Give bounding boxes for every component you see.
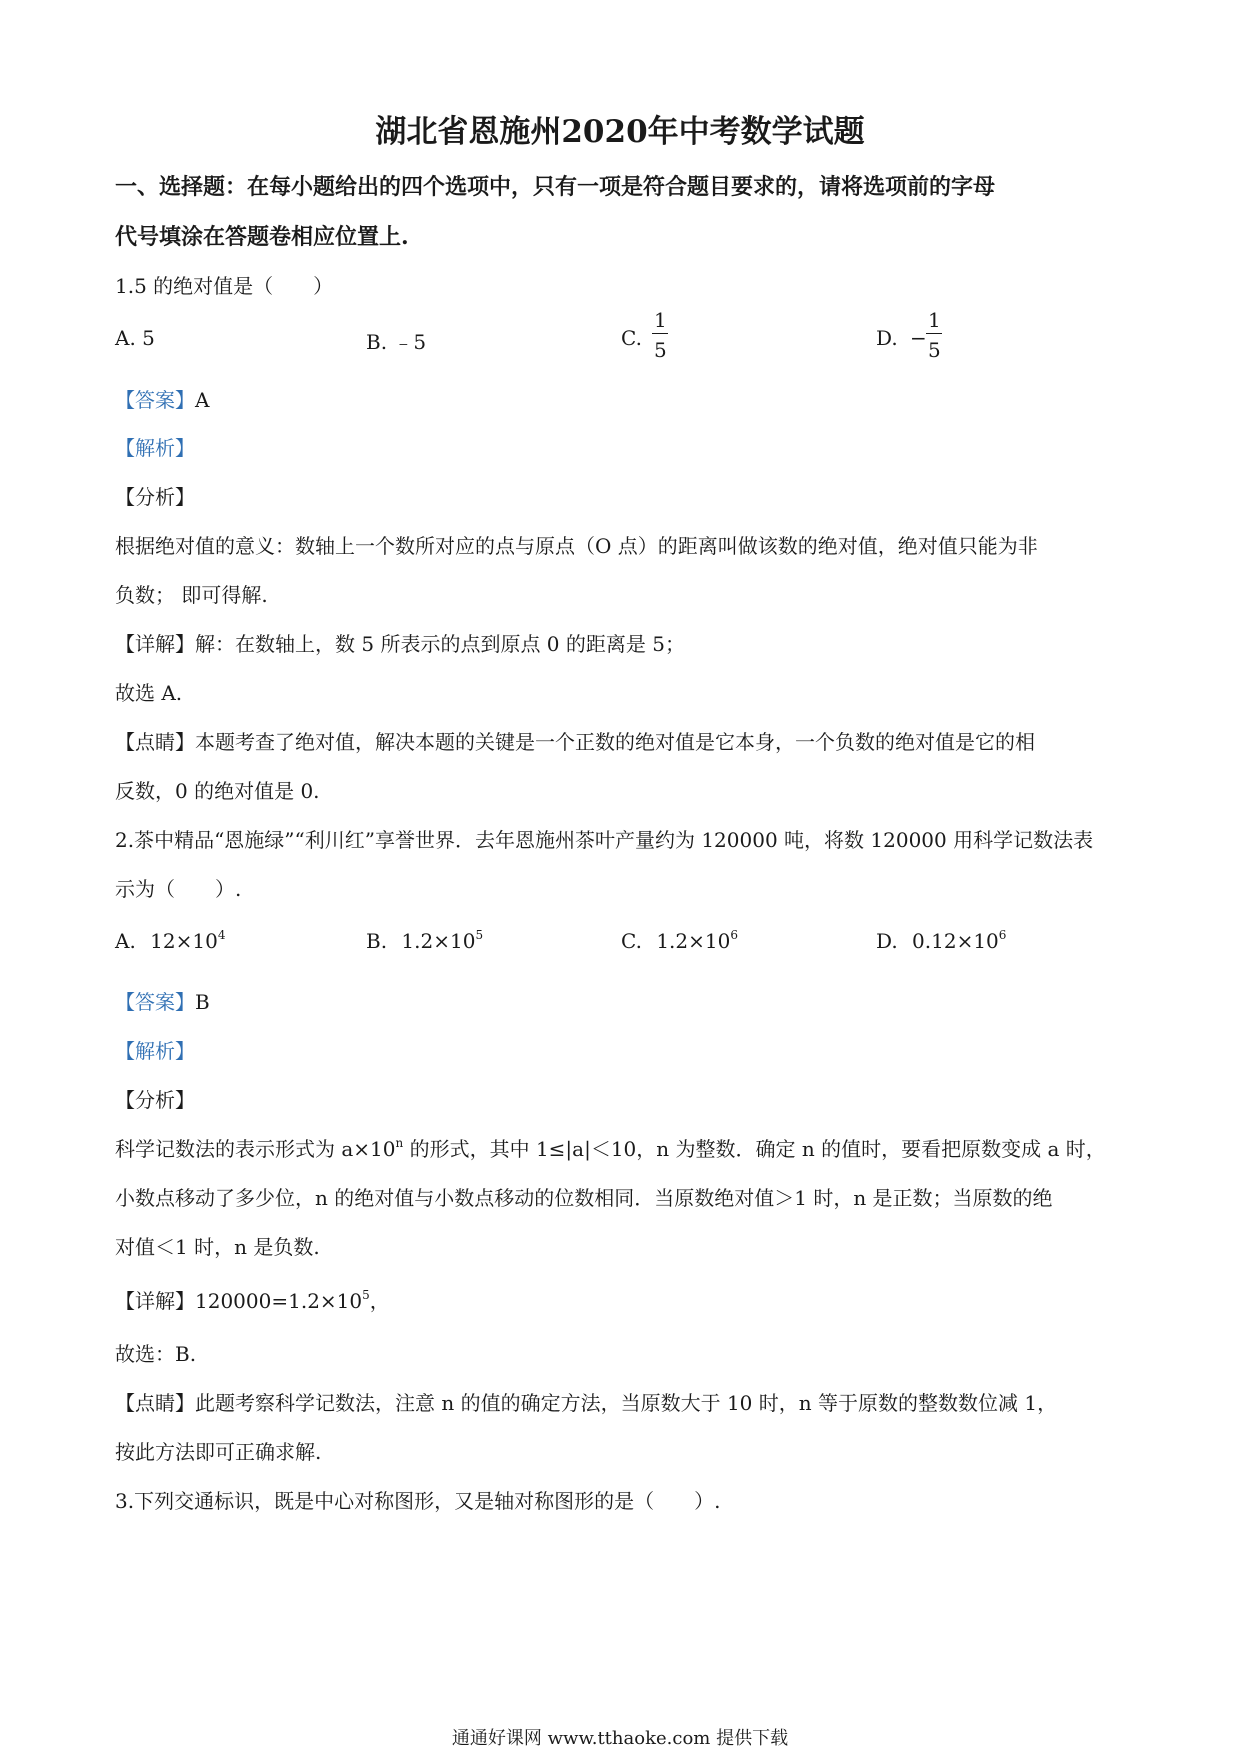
option-label: D. — [876, 929, 898, 953]
option-label: B. — [366, 929, 388, 953]
q2-stem-line1: 2.茶中精品“恩施绿”“利川红”享誉世界．去年恩施州茶叶产量约为 120000 吨，将数 120000 用科学记数法表 — [115, 828, 1094, 852]
q1-dianjing-line2: 反数，0 的绝对值是 0. — [115, 779, 320, 803]
q2-option-b — [366, 928, 483, 953]
q2-dianjing-line1: 【点睛】此题考察科学记数法，注意 n 的值的确定方法，当原数大于 10 时，n 等于原数的整数数位减 1， — [115, 1391, 1058, 1415]
q1-option-d-sign: − — [910, 326, 927, 350]
q1-choice: 故选 A. — [115, 681, 183, 705]
option-expression: 12×10 — [150, 929, 218, 953]
fraction-numerator: 1 — [928, 308, 941, 332]
q2-fenxi-line1 — [115, 1133, 1106, 1162]
q2-answer-line — [115, 986, 210, 1015]
option-exponent: 4 — [217, 928, 226, 942]
q1-xiangjie: 【详解】解：在数轴上，数 5 所表示的点到原点 0 的距离是 5； — [115, 632, 685, 656]
q1-option-b: B. ﹣5 — [366, 330, 427, 354]
option-label: A. — [115, 929, 136, 953]
q2-answer: B — [195, 990, 210, 1014]
q1-option-d-label: D. — [876, 326, 898, 350]
option-expression: 0.12×10 — [912, 929, 999, 953]
page-title: 湖北省恩施州2020年中考数学试题 — [375, 114, 865, 150]
fraction-numerator: 1 — [654, 308, 667, 332]
page-footer: 通通好课网 www.tthaoke.com 提供下载 — [451, 1728, 789, 1749]
fraction-denominator: 5 — [928, 338, 941, 362]
q1-analysis-tag: 【解析】 — [115, 436, 195, 460]
q1-stem: 1.5 的绝对值是（ ） — [115, 274, 334, 298]
xiangjie-punct: ， — [369, 1289, 390, 1313]
option-exponent: 5 — [475, 928, 484, 942]
q2-fenxi-line3: 对值＜1 时，n 是负数. — [115, 1235, 320, 1259]
xiangjie-exponent: 5 — [362, 1288, 370, 1302]
q2-option-d — [876, 928, 1006, 953]
q2-option-a — [115, 928, 225, 953]
q2-stem-line2: 示为（ ）. — [115, 877, 242, 901]
q2-fenxi-tag: 【分析】 — [115, 1088, 195, 1112]
q2-fenxi-line2: 小数点移动了多少位，n 的绝对值与小数点移动的位数相同．当原数绝对值＞1 时，n 是正数；当原数的绝 — [115, 1186, 1053, 1210]
xiangjie-expression: 1.2×10 — [288, 1289, 363, 1313]
q1-option-c-label: C. — [621, 326, 642, 350]
option-expression: 1.2×10 — [401, 929, 476, 953]
q1-fenxi-line2: 负数； 即可得解. — [115, 583, 268, 607]
section-heading-line1: 一、选择题：在每小题给出的四个选项中，只有一项是符合题目要求的，请将选项前的字母 — [115, 174, 996, 200]
xiangjie-text: 【详解】120000= — [115, 1289, 289, 1313]
q1-option-d-fraction — [926, 310, 943, 360]
q2-choice: 故选：B. — [115, 1342, 197, 1366]
answer-tag: 【答案】 — [115, 990, 195, 1014]
q1-answer-line — [115, 384, 209, 413]
option-exponent: 6 — [998, 928, 1007, 942]
q3-stem: 3.下列交通标识，既是中心对称图形，又是轴对称图形的是（ ）. — [115, 1489, 721, 1513]
fenxi-exponent: n — [395, 1136, 404, 1150]
q2-analysis-tag: 【解析】 — [115, 1039, 195, 1063]
q1-dianjing-line1: 【点睛】本题考查了绝对值，解决本题的关键是一个正数的绝对值是它本身，一个负数的绝对值是它的相 — [115, 730, 1035, 754]
fenxi-text-a: 科学记数法的表示形式为 a×10 — [115, 1137, 396, 1161]
q2-xiangjie — [115, 1285, 390, 1314]
option-expression: 1.2×10 — [656, 929, 731, 953]
fenxi-text-b: 的形式，其中 1≤|a|＜10，n 为整数．确定 n 的值时，要看把原数变成 a 时， — [403, 1137, 1106, 1161]
q1-option-a: A. 5 — [115, 326, 155, 350]
q1-option-c-fraction — [652, 310, 669, 360]
option-label: C. — [621, 929, 642, 953]
fraction-denominator: 5 — [654, 338, 667, 362]
q1-fenxi-tag: 【分析】 — [115, 485, 195, 509]
q1-answer: A — [195, 388, 210, 412]
option-exponent: 6 — [730, 928, 738, 942]
q2-dianjing-line2: 按此方法即可正确求解. — [115, 1440, 322, 1464]
section-heading-line2: 代号填涂在答题卷相应位置上. — [115, 224, 409, 250]
q2-option-c — [621, 928, 738, 953]
answer-tag: 【答案】 — [115, 388, 195, 412]
q1-fenxi-line1: 根据绝对值的意义：数轴上一个数所对应的点与原点（O 点）的距离叫做该数的绝对值，绝对值只能为非 — [115, 534, 1038, 558]
